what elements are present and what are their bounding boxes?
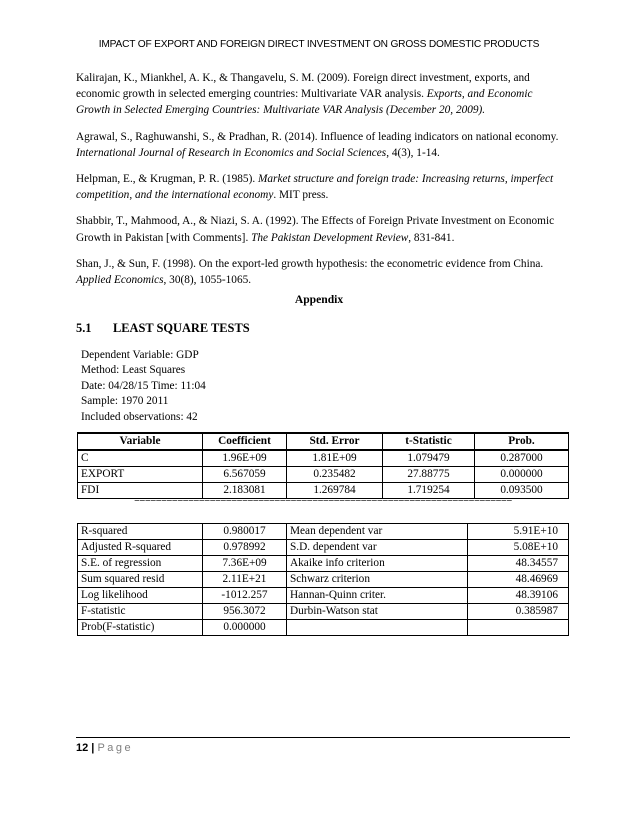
table-row bbox=[78, 540, 569, 556]
table-cell: 1.96E+09 bbox=[203, 450, 287, 467]
table-cell: Sum squared resid bbox=[78, 572, 203, 588]
table-cell: 956.3072 bbox=[203, 604, 287, 620]
table-cell: 6.567059 bbox=[203, 467, 287, 483]
table-cell: 0.000000 bbox=[203, 620, 287, 636]
table-row bbox=[78, 556, 569, 572]
table-cell: Adjusted R-squared bbox=[78, 540, 203, 556]
table-cell: Mean dependent var bbox=[287, 524, 468, 540]
table-cell: R-squared bbox=[78, 524, 203, 540]
table-cell: Durbin-Watson stat bbox=[287, 604, 468, 620]
appendix-title: Appendix bbox=[294, 293, 344, 306]
references-list bbox=[76, 70, 568, 288]
table-cell: 0.978992 bbox=[203, 540, 287, 556]
column-header: Prob. bbox=[475, 433, 569, 450]
table-row bbox=[78, 572, 569, 588]
table-cell: Akaike info criterion bbox=[287, 556, 468, 572]
table-cell: 1.269784 bbox=[287, 483, 383, 499]
reference-item: Shan, J., & Sun, F. (1998). On the export-led growth hypothesis: the econometric evidence from China. Applied Economics, 30(8), 1055-1065. bbox=[76, 257, 544, 287]
column-header: t-Statistic bbox=[383, 433, 475, 450]
table-cell: 48.46969 bbox=[468, 572, 569, 588]
table-row bbox=[78, 524, 569, 540]
table-cell: 27.88775 bbox=[383, 467, 475, 483]
table-cell: 5.08E+10 bbox=[468, 540, 569, 556]
column-header: Coefficient bbox=[203, 433, 287, 450]
regression-meta bbox=[81, 348, 206, 425]
table-cell bbox=[287, 620, 468, 636]
footer-separator: | bbox=[88, 742, 98, 754]
section-number: 5.1 bbox=[76, 321, 92, 335]
table-cell: 0.093500 bbox=[475, 483, 569, 499]
reference-item: Shabbir, T., Mahmood, A., & Niazi, S. A. (1992). The Effects of Foreign Private Investment on Economic Growth in Pakistan [with Comments]. The Pakistan Development Review, 831-841. bbox=[76, 215, 555, 244]
table-cell: S.E. of regression bbox=[78, 556, 203, 572]
table-row bbox=[78, 450, 569, 467]
reference-item: Agrawal, S., Raghuwanshi, S., & Pradhan, R. (2014). Influence of leading indicators on national economy. International Journal of Research in Economics and Social Sciences, 4(3), 1-14. bbox=[76, 130, 559, 159]
meta-line: Sample: 1970 2011 bbox=[81, 395, 169, 408]
page-word: Page bbox=[97, 742, 134, 754]
page-number: 12 bbox=[76, 742, 89, 754]
table-cell: 48.39106 bbox=[468, 588, 569, 604]
running-header: IMPACT OF EXPORT AND FOREIGN DIRECT INVESTMENT ON GROSS DOMESTIC PRODUCTS bbox=[98, 39, 540, 50]
table-cell: 2.183081 bbox=[203, 483, 287, 499]
column-header: Variable bbox=[78, 433, 203, 450]
page-footer bbox=[76, 737, 570, 754]
table-cell: 0.980017 bbox=[203, 524, 287, 540]
table-cell: FDI bbox=[78, 483, 203, 499]
table-cell: Log likelihood bbox=[78, 588, 203, 604]
meta-line: Included observations: 42 bbox=[81, 410, 198, 423]
table-cell: 0.385987 bbox=[468, 604, 569, 620]
table-cell: -1012.257 bbox=[203, 588, 287, 604]
coefficient-table bbox=[77, 432, 569, 499]
table-row bbox=[78, 604, 569, 620]
table-cell: 1.719254 bbox=[383, 483, 475, 499]
table-cell: 5.91E+10 bbox=[468, 524, 569, 540]
table-cell: 0.235482 bbox=[287, 467, 383, 483]
table-cell: 1.079479 bbox=[383, 450, 475, 467]
table-cell: C bbox=[78, 450, 203, 467]
table-header-row bbox=[78, 433, 569, 450]
separator-line: ====================================================================== bbox=[134, 495, 512, 506]
table-row bbox=[78, 467, 569, 483]
table-cell: 7.36E+09 bbox=[203, 556, 287, 572]
table-cell: 0.000000 bbox=[475, 467, 569, 483]
meta-line: Dependent Variable: GDP bbox=[81, 349, 199, 361]
table-cell: S.D. dependent var bbox=[287, 540, 468, 556]
column-header: Std. Error bbox=[287, 433, 383, 450]
table-cell: 1.81E+09 bbox=[287, 450, 383, 467]
table-cell: Schwarz criterion bbox=[287, 572, 468, 588]
reference-item: Helpman, E., & Krugman, P. R. (1985). Market structure and foreign trade: Increasing returns, imperfect competition, and the international economy. MIT press. bbox=[76, 173, 554, 202]
table-cell: 2.11E+21 bbox=[203, 572, 287, 588]
table-cell: F-statistic bbox=[78, 604, 203, 620]
section-heading bbox=[76, 321, 250, 336]
table-cell: Hannan-Quinn criter. bbox=[287, 588, 468, 604]
table-cell: 0.287000 bbox=[475, 450, 569, 467]
table-cell: 48.34557 bbox=[468, 556, 569, 572]
table-cell: Prob(F-statistic) bbox=[78, 620, 203, 636]
table-cell bbox=[468, 620, 569, 636]
meta-line: Date: 04/28/15 Time: 11:04 bbox=[81, 379, 206, 392]
section-title: LEAST SQUARE TESTS bbox=[113, 321, 250, 335]
table-row bbox=[78, 588, 569, 604]
reference-item: Kalirajan, K., Miankhel, A. K., & Thangavelu, S. M. (2009). Foreign direct investment, exports, and economic growth in selected emerging countries: Multivariate VAR analysis. Exports, and Economic Growth in Selected Emerging Countries: Multivariate VAR Analysis (December 20, 2009). bbox=[76, 72, 533, 117]
table-cell: EXPORT bbox=[78, 467, 203, 483]
table-row bbox=[78, 620, 569, 636]
meta-line: Method: Least Squares bbox=[81, 364, 186, 377]
statistics-table bbox=[77, 523, 569, 636]
